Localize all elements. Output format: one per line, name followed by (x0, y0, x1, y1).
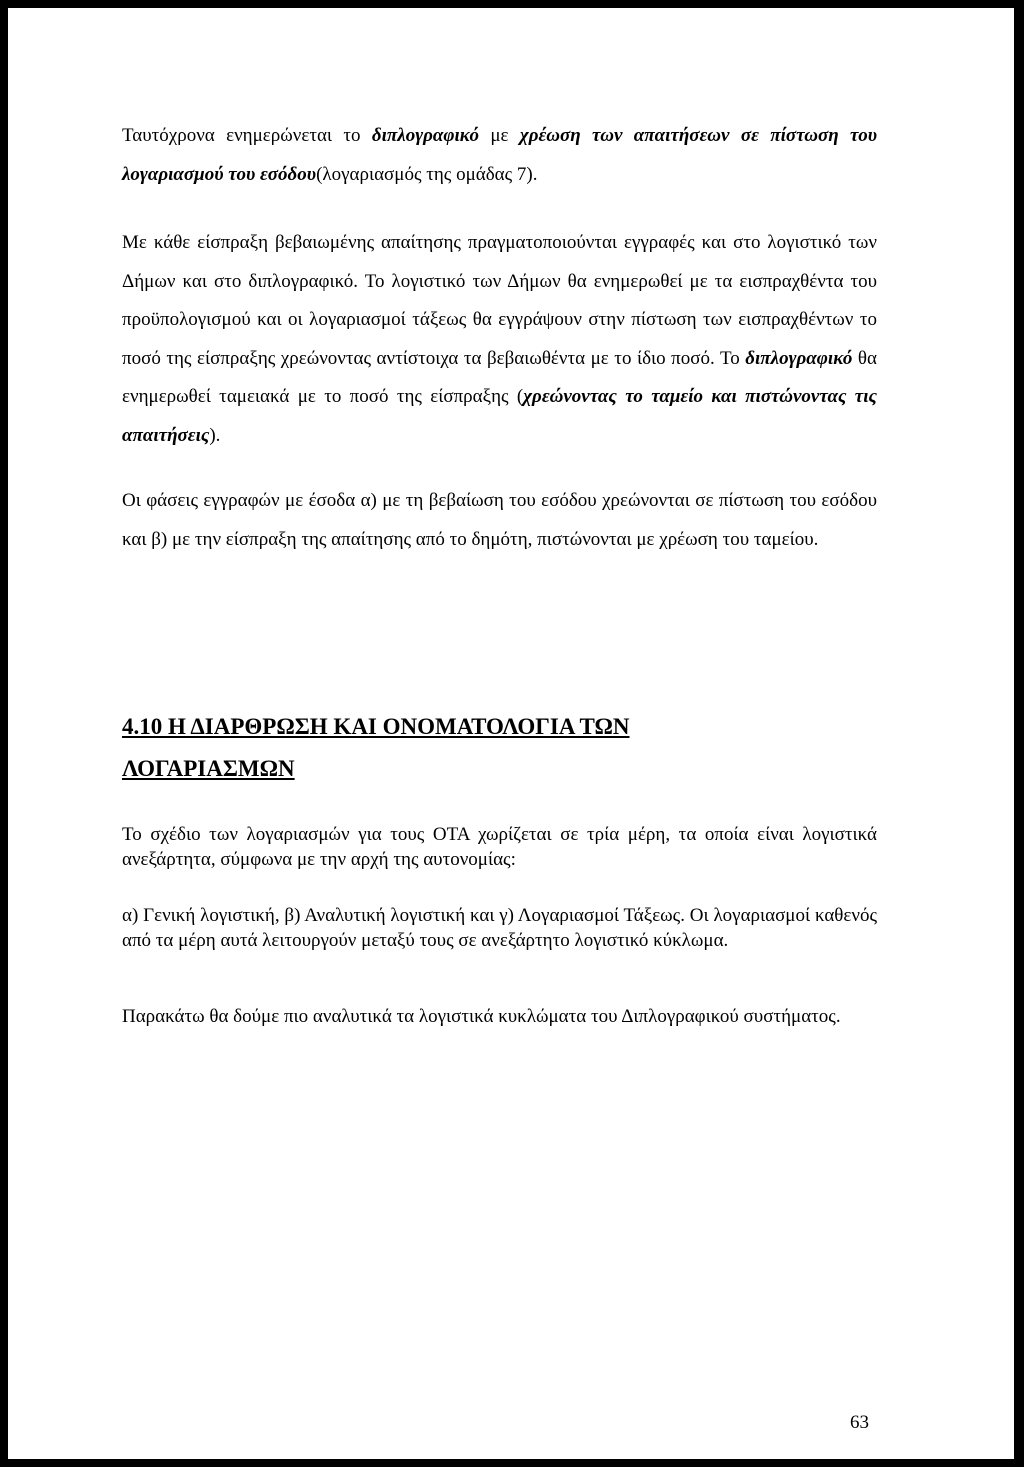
text-run: (λογαριασμός της ομάδας 7). (316, 163, 538, 185)
paragraph-revenue-phases: Οι φάσεις εγγραφών με έσοδα α) με τη βεβαίωση του εσόδου χρεώνονται σε πίστωση του εσόδου και β) με την είσπραξη της απαίτησης από το δημότη, πιστώνονται με χρέωση του ταμείου. (122, 490, 877, 550)
page-number: 63 (850, 1412, 869, 1433)
text-run: ). (209, 424, 221, 446)
paragraph-account-parts: α) Γενική λογιστική, β) Αναλυτική λογιστική και γ) Λογαριασμοί Τάξεως. Οι λογαριασμοί καθενός από τα μέρη αυτά λειτουργούν μεταξύ τους σε ανεξάρτητο λογιστικό κύκλωμα. (122, 905, 877, 951)
scan-border-left (0, 0, 8, 1467)
paragraph-following-sections: Παρακάτω θα δούμε πιο αναλυτικά τα λογιστικά κυκλώματα του Διπλογραφικού συστήματος. (122, 1006, 841, 1027)
paragraph-debit-receivables (122, 117, 877, 194)
emphasis-text: χρεώνοντας το ταμείο και πιστώνοντας τις απαιτήσεις (122, 386, 877, 446)
text-run: με (479, 125, 520, 146)
paragraph-collection-entries (122, 224, 877, 456)
paragraph-chart-of-accounts: Το σχέδιο των λογαριασμών για τους ΟΤΑ χωρίζεται σε τρία μέρη, τα οποία είναι λογιστικά ανεξάρτητα, σύμφωνα με την αρχή της αυτονομίας: (122, 824, 877, 870)
emphasis-text: διπλογραφικό (745, 347, 853, 369)
text-run: Ταυτόχρονα ενημερώνεται το (122, 125, 372, 146)
emphasis-text: χρέωση των απαιτήσεων σε πίστωση του λογαριασμού του εσόδου (122, 125, 877, 185)
section-heading-line1: 4.10 Η ΔΙΑΡΘΡΩΣΗ ΚΑΙ ΟΝΟΜΑΤΟΛΟΓΙΑ ΤΩΝ (122, 714, 630, 739)
scan-border-right (1014, 0, 1024, 1467)
section-heading (122, 706, 862, 790)
text-run: θα ενημερωθεί ταμειακά με το ποσό της είσπραξης ( (122, 347, 877, 408)
scan-border-top (0, 0, 1024, 8)
scan-border-bottom (0, 1459, 1024, 1467)
section-heading-line2: ΛΟΓΑΡΙΑΣΜΩΝ (122, 756, 295, 781)
emphasis-text: διπλογραφικό (371, 125, 479, 146)
text-run: Με κάθε είσπραξη βεβαιωμένης απαίτησης πραγματοποιούνται εγγραφές και στο λογιστικό των Δήμων και στο διπλογραφικό. Το λογιστικό των Δήμων θα ενημερωθεί με τα εισπραχθέντα του προϋπολογισμού και οι λογαριασμοί τάξεως θα εγγράψουν στην πίστωση των εισπραχθέντων το ποσό της είσπραξης χρεώνοντας αντίστοιχα τα βεβαιωθέντα με το ίδιο ποσό. Το (122, 232, 877, 369)
